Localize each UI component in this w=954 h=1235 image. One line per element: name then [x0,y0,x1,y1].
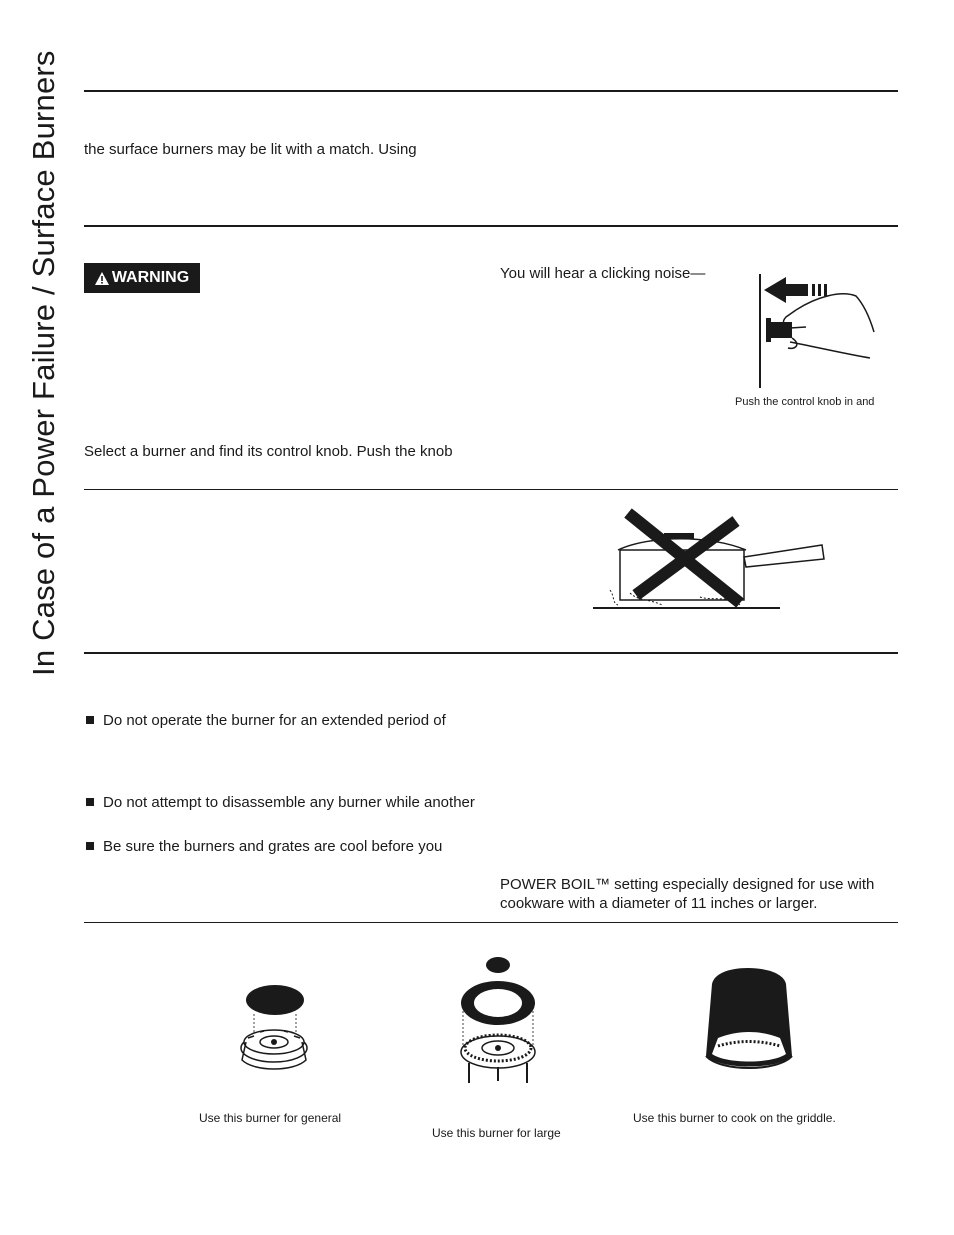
improper-pot-illustration [590,505,830,615]
bullet-icon [86,716,94,724]
griddle-burner-illustration [698,966,808,1076]
section-rule-5 [84,922,898,923]
power-boil-line-1: POWER BOIL™ setting especially designed for use with [500,876,875,893]
section-rule-2 [84,225,898,227]
caution-item: Do not operate the burner for an extended period of [103,712,446,729]
side-title: In Case of a Power Failure / Surface Burners [26,50,61,676]
large-burner-illustration [455,955,545,1085]
warning-triangle-icon [95,272,109,285]
large-burner-caption: Use this burner for large [432,1126,561,1140]
general-burner-illustration [234,980,314,1080]
power-boil-line-2: cookware with a diameter of 11 inches or larger. [500,895,818,912]
warning-label: WARNING [111,269,190,286]
bullet-icon [86,798,94,806]
warning-badge [84,263,200,293]
clicking-noise-text: You will hear a clicking noise— [500,265,706,282]
select-burner-text: Select a burner and find its control knob. Push the knob [84,443,453,460]
griddle-burner-caption: Use this burner to cook on the griddle. [633,1111,836,1125]
bullet-icon [86,842,94,850]
caution-item: Be sure the burners and grates are cool before you [103,838,443,855]
knob-caption: Push the control knob in and [735,396,875,408]
section-rule-1 [84,90,898,92]
section-rule-3 [84,489,898,490]
general-burner-caption: Use this burner for general [199,1111,342,1125]
power-failure-text: the surface burners may be lit with a match. Using [84,141,417,158]
section-rule-4 [84,652,898,654]
caution-item: Do not attempt to disassemble any burner while another [103,794,475,811]
hand-push-knob-illustration [756,272,886,392]
